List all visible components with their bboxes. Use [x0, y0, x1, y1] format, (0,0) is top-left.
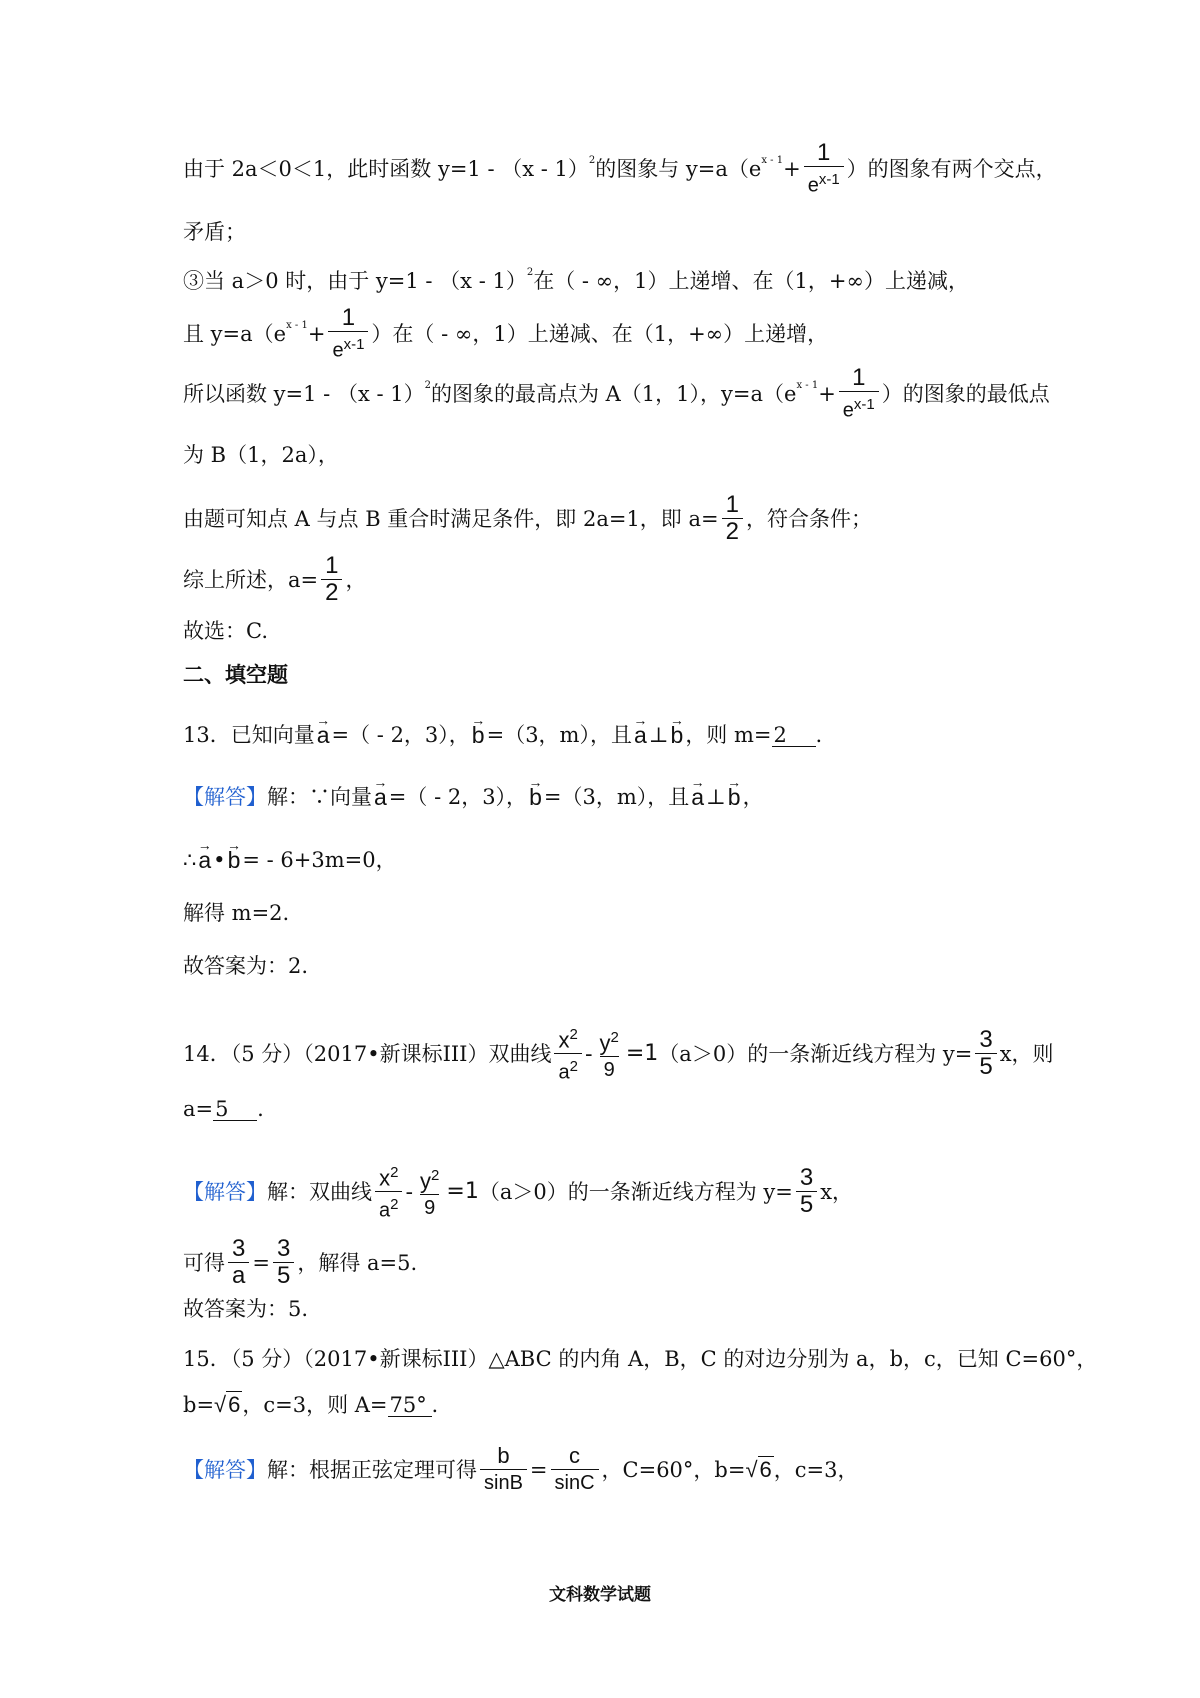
vector-b: → b — [527, 782, 544, 812]
answer-blank: 75° — [388, 1394, 432, 1417]
denominator: 9 — [420, 1194, 439, 1221]
numerator: 3 — [276, 1235, 291, 1262]
denominator: 2 — [321, 579, 342, 606]
solution-label: 【解答】 — [183, 1179, 267, 1204]
text: ）的图象的最低点 — [881, 382, 1050, 407]
fraction-c-over-sinC — [551, 1443, 599, 1496]
denominator: sinB — [480, 1469, 527, 1496]
dot-product-symbol: • — [213, 848, 226, 872]
superscript: 2 — [526, 267, 534, 278]
vector-b: → b — [226, 845, 243, 875]
numerator: 1 — [341, 304, 356, 331]
numerator: 1 — [852, 364, 866, 391]
text: 综上所述，a= — [183, 567, 319, 592]
numerator: 3 — [799, 1164, 814, 1192]
fraction-3-over-5 — [975, 1027, 996, 1080]
text: a= — [183, 1097, 214, 1121]
text: ，c=3， — [773, 1457, 859, 1482]
numerator: $x^2$ — [379, 1164, 399, 1191]
vector-a: → a — [196, 845, 213, 875]
denominator: a — [228, 1262, 249, 1289]
text: 的图象的最高点为 A（1，1），y=a（e — [430, 382, 797, 407]
text: 解得 m=2. — [183, 901, 290, 925]
text: 矛盾； — [183, 220, 246, 244]
perp-symbol: ⊥ — [648, 723, 669, 747]
text: 解：双曲线 — [267, 1179, 372, 1204]
text: =（3，m），且 — [486, 723, 632, 747]
text: 故答案为：5. — [183, 1297, 309, 1321]
text: 解：根据正弦定理可得 — [267, 1457, 477, 1482]
page-footer — [0, 1580, 1200, 1605]
text: + — [307, 322, 326, 347]
text-line — [183, 440, 1050, 470]
text: . — [431, 1393, 439, 1417]
question-14 — [183, 1022, 1054, 1086]
text-line — [183, 266, 1050, 296]
text: 为 B（1，2a）， — [183, 443, 339, 467]
denominator — [328, 331, 368, 364]
text: （a＞0）的一条渐近线方程为 y= — [478, 1179, 793, 1204]
question-13 — [183, 720, 1050, 750]
equals-one: =1 — [446, 1178, 479, 1204]
text: 故选：C. — [183, 619, 268, 643]
vector-a: → a — [315, 720, 332, 750]
text-line — [183, 951, 1050, 981]
text: =（ - 2，3）， — [388, 785, 528, 809]
text: 所以函数 y=1 - （x - 1） — [183, 382, 425, 407]
text: . — [257, 1097, 264, 1121]
text-line — [183, 1390, 1050, 1420]
fraction-3-over-5 — [273, 1236, 294, 1289]
vector-a: → a — [632, 720, 649, 750]
superscript: x - 1 — [796, 380, 819, 392]
fraction-one-half — [722, 492, 743, 545]
numerator: $x^2$ — [558, 1026, 578, 1053]
text: 在（ - ∞，1）上递增、在（1，+∞）上递减， — [533, 269, 969, 293]
fraction-y2-over-9 — [596, 1025, 623, 1083]
text: 由于 2a＜0＜1，此时函数 y=1 - （x - 1） — [183, 157, 589, 182]
denominator: 9 — [600, 1056, 619, 1083]
text: ）的图象有两个交点， — [846, 157, 1057, 182]
numerator: b — [497, 1443, 510, 1468]
text: 且 y=a（e — [183, 322, 287, 347]
text: =（3，m），且 — [543, 785, 690, 809]
text: 14．（5 分）（2017•新课标III）双曲线 — [183, 1041, 552, 1066]
superscript: x - 1 — [761, 155, 784, 167]
fraction-one-half — [321, 553, 342, 606]
text-line — [183, 898, 1050, 928]
numerator: 3 — [979, 1026, 993, 1054]
fraction — [839, 365, 879, 424]
text: . — [815, 723, 823, 747]
den-exponent: x-1 — [818, 171, 840, 188]
text: 解：∵向量 — [267, 785, 372, 809]
den-exponent: x-1 — [343, 336, 365, 353]
solution-label: 【解答】 — [183, 1457, 267, 1482]
equals-sign: = — [252, 1250, 270, 1275]
superscript: x - 1 — [286, 320, 308, 332]
fraction-x2-over-a2 — [375, 1160, 402, 1224]
solution-15 — [183, 1443, 1050, 1496]
numerator: 1 — [325, 552, 339, 579]
answer-blank: 5 — [213, 1098, 257, 1121]
numerator: 1 — [725, 491, 739, 518]
section-heading — [183, 660, 1050, 690]
sqrt-6: √6 — [214, 1392, 241, 1417]
numerator: $y^2$ — [599, 1028, 619, 1056]
text: =（ - 2，3）， — [331, 723, 470, 747]
text-line — [183, 553, 1050, 606]
text: ，符合条件； — [745, 506, 872, 531]
vector-b: → b — [669, 720, 686, 750]
numerator: 1 — [817, 139, 831, 166]
text: ， — [742, 785, 764, 809]
text-line — [183, 492, 1050, 545]
vector-a: → a — [372, 782, 389, 812]
text: 的图象与 y=a（e — [595, 157, 762, 182]
text: + — [783, 157, 801, 182]
text: 由题可知点 A 与点 B 重合时满足条件，即 2a=1，即 a= — [183, 506, 719, 531]
text: ∴ — [183, 848, 197, 872]
denominator: 5 — [796, 1191, 817, 1218]
den-base: e — [332, 339, 344, 362]
denominator: $a^2$ — [554, 1053, 581, 1086]
vector-a: → a — [689, 782, 706, 812]
superscript: 2 — [424, 380, 431, 392]
text: ）在（ - ∞，1）上递减、在（1，+∞）上递增， — [371, 322, 829, 347]
footer-text: 文科数学试题 — [549, 1585, 651, 1605]
text: 15．（5 分）（2017•新课标III）△ABC 的内角 A，B，C 的对边分别为 a，b，c，已知 C=60°， — [183, 1347, 1098, 1371]
text: ，则 m= — [685, 723, 772, 747]
text-line — [183, 1294, 1050, 1324]
equals-sign: = — [529, 1457, 548, 1482]
denominator: $a^2$ — [375, 1191, 402, 1224]
question-15 — [183, 1344, 1098, 1374]
text: b= — [183, 1393, 215, 1417]
answer-blank: 2 — [772, 724, 816, 747]
denominator: sinC — [551, 1469, 599, 1496]
minus-sign: - — [584, 1041, 593, 1066]
den-exponent: x-1 — [853, 396, 875, 413]
text: + — [818, 382, 836, 407]
text-line — [183, 217, 1050, 247]
denominator — [839, 391, 879, 424]
solution-13 — [183, 782, 1050, 812]
text: 可得 — [183, 1250, 225, 1275]
text-line — [183, 1236, 1050, 1289]
fraction-3-over-5 — [796, 1165, 817, 1218]
fraction-x2-over-a2 — [554, 1022, 581, 1086]
text: = - 6+3m=0， — [242, 848, 397, 872]
solution-14 — [183, 1160, 1050, 1224]
solution-label: 【解答】 — [183, 785, 267, 809]
numerator: 3 — [232, 1235, 246, 1262]
fraction — [328, 305, 368, 364]
text-line — [183, 616, 1050, 646]
text: ，c=3，则 A= — [242, 1393, 388, 1417]
text-line — [183, 1094, 1050, 1124]
text: ， — [345, 567, 367, 592]
text: x， — [820, 1179, 854, 1204]
equals-one: =1 — [625, 1040, 659, 1066]
numerator: $y^2$ — [420, 1166, 440, 1194]
sqrt-6: √6 — [745, 1456, 772, 1482]
fraction-y2-over-9 — [416, 1163, 443, 1221]
fraction-b-over-sinB — [480, 1443, 527, 1496]
text-line — [183, 139, 1057, 199]
denominator — [804, 166, 844, 199]
denominator: 5 — [273, 1262, 294, 1289]
text: x，则 — [999, 1041, 1054, 1066]
text-line — [183, 365, 1050, 424]
text: 故答案为：2. — [183, 954, 309, 978]
superscript: 2 — [588, 155, 596, 167]
section-title: 二、填空题 — [183, 663, 288, 687]
vector-b: → b — [726, 782, 743, 812]
text: ③当 a＞0 时，由于 y=1 - （x - 1） — [183, 269, 527, 293]
den-base: e — [807, 174, 819, 197]
text-line — [183, 845, 1050, 875]
denominator: 5 — [975, 1053, 996, 1080]
minus-sign: - — [405, 1179, 414, 1204]
numerator: c — [569, 1443, 581, 1468]
vector-b: → b — [470, 720, 487, 750]
denominator: 2 — [722, 518, 743, 545]
text: ，C=60°，b= — [601, 1457, 746, 1482]
fraction — [804, 140, 844, 199]
den-base: e — [842, 399, 854, 422]
perp-symbol: ⊥ — [706, 785, 726, 809]
text: 13．已知向量 — [183, 723, 315, 747]
text: ，解得 a=5. — [297, 1250, 418, 1275]
text: （a＞0）的一条渐近线方程为 y= — [658, 1041, 973, 1066]
fraction-3-over-a — [228, 1236, 249, 1289]
text-line — [183, 305, 1050, 364]
